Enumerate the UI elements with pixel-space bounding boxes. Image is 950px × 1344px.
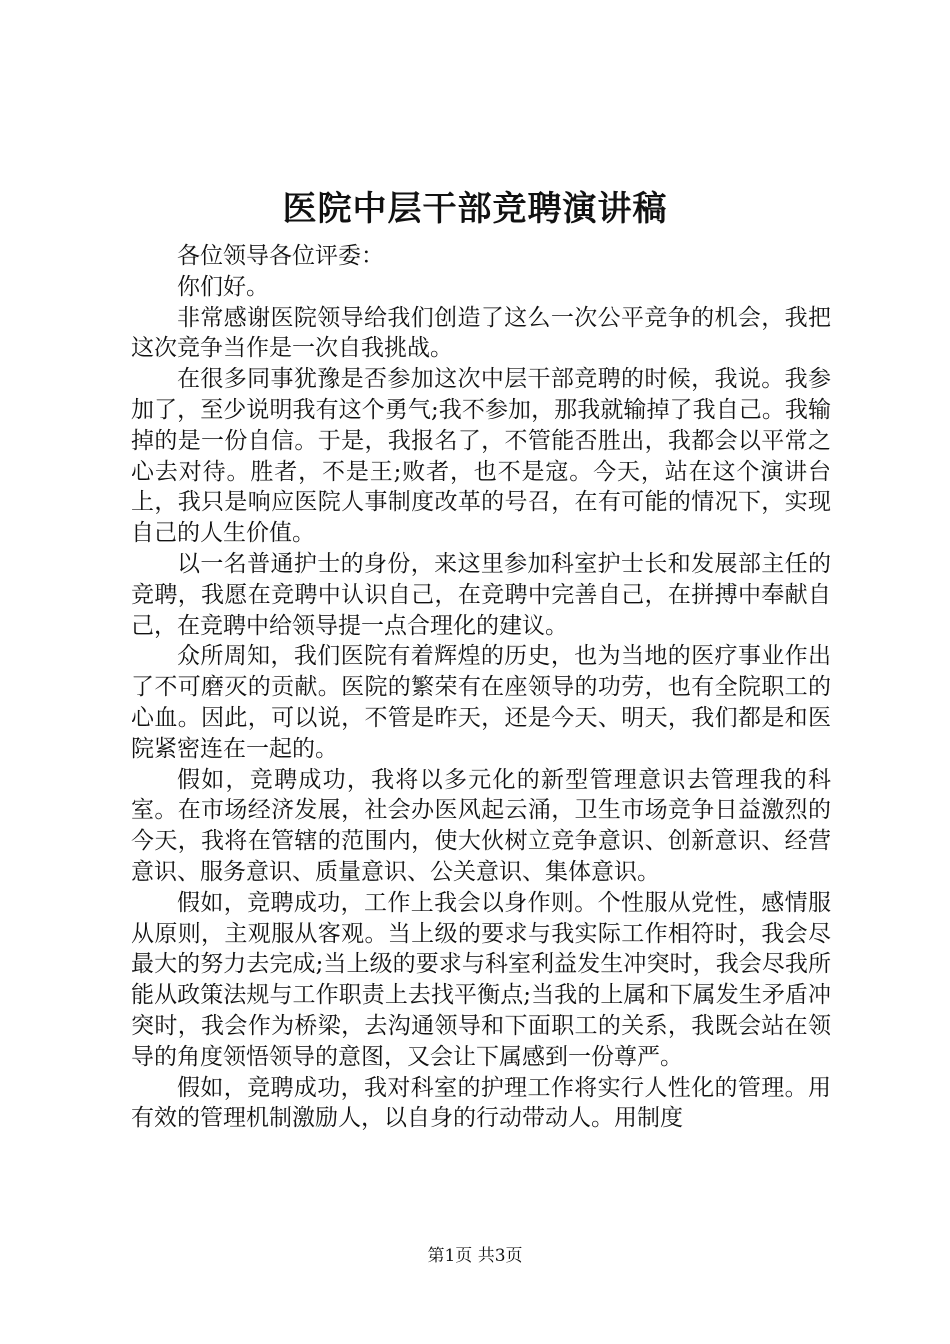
paragraph: 假如，竞聘成功，我对科室的护理工作将实行人性化的管理。用有效的管理机制激励人，以自身的行动带动人。用制度 — [131, 1074, 831, 1132]
paragraph: 以一名普通护士的身份，来这里参加科室护士长和发展部主任的竞聘，我愿在竞聘中认识自己，在竞聘中完善自己，在拼搏中奉献自己，在竞聘中给领导提一点合理化的建议。 — [131, 550, 831, 639]
paragraph: 在很多同事犹豫是否参加这次中层干部竞聘的时候，我说。我参加了，至少说明我有这个勇气;我不参加，那我就输掉了我自己。我输掉的是一份自信。于是，我报名了，不管能否胜出，我都会以平常之心去对待。胜者，不是王;败者，也不是寇。今天，站在这个演讲台上，我只是响应医院人事制度改革的号召，在有可能的情况下，实现自己的人生价值。 — [131, 366, 831, 547]
paragraph: 非常感谢医院领导给我们创造了这么一次公平竞争的机会，我把这次竞争当作是一次自我挑战。 — [131, 304, 831, 362]
document-title: 医院中层干部竞聘演讲稿 — [282, 189, 668, 229]
paragraph-greeting: 你们好。 — [177, 273, 269, 300]
paragraph-salutation: 各位领导各位评委： — [177, 243, 384, 269]
paragraph: 假如，竞聘成功，我将以多元化的新型管理意识去管理我的科室。在市场经济发展，社会办医风起云涌，卫生市场竞争日益激烈的今天，我将在管辖的范围内，使大伙树立竞争意识、创新意识、经营意识、服务意识、质量意识、公关意识、集体意识。 — [131, 766, 831, 885]
paragraph: 众所周知，我们医院有着辉煌的历史，也为当地的医疗事业作出了不可磨灭的贡献。医院的繁荣有在座领导的功劳，也有全院职工的心血。因此，可以说，不管是昨天，还是今天、明天，我们都是和医院紧密连在一起的。 — [131, 643, 831, 762]
paragraph: 假如，竞聘成功，工作上我会以身作则。个性服从党性，感情服从原则，主观服从客观。当上级的要求与我实际工作相符时，我会尽最大的努力去完成;当上级的要求与科室利益发生冲突时，我会尽我所能从政策法规与工作职责上去找平衡点;当我的上属和下属发生矛盾冲突时，我会作为桥梁，去沟通领导和下面职工的关系，我既会站在领导的角度领悟领导的意图，又会让下属感到一份尊严。 — [131, 889, 831, 1070]
page-footer: 第1页 共3页 — [427, 1246, 523, 1266]
document-body — [131, 241, 831, 1134]
